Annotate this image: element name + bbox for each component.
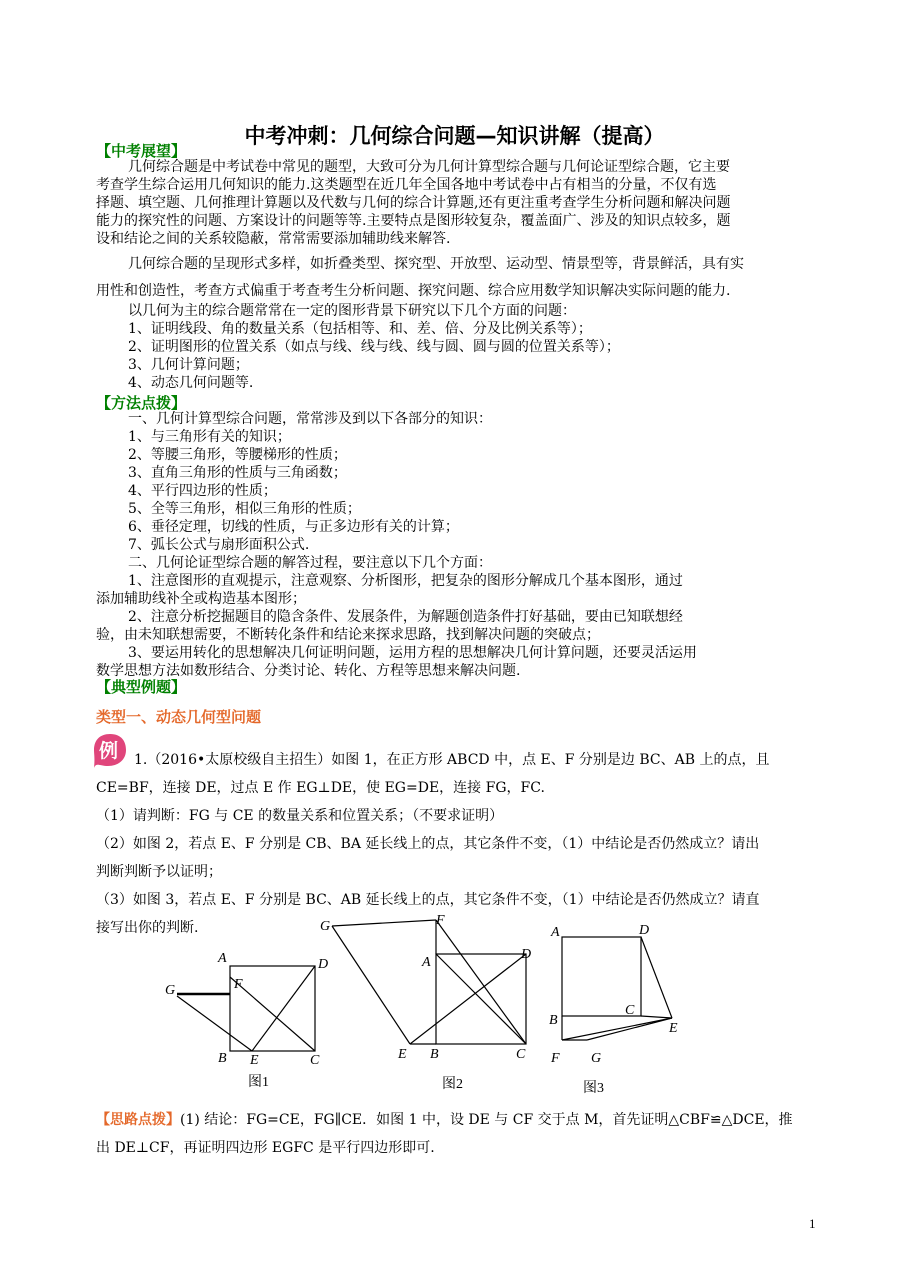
- fig3-label-c: C: [625, 1003, 635, 1018]
- method-item-1: 1、与三角形有关的知识；: [128, 429, 291, 445]
- fig1-caption: 图1: [248, 1075, 269, 1090]
- outlook-item-4: 4、动态几何问题等.: [128, 375, 254, 391]
- method-item-6: 6、垂径定理，切线的性质，与正多边形有关的计算；: [128, 519, 459, 535]
- fig1-label-d: D: [318, 957, 329, 972]
- outlook-para3: 以几何为主的综合题常常在一定的图形背景下研究以下几个方面的问题：: [128, 303, 576, 319]
- fig2-label-g: G: [320, 919, 331, 934]
- page-number: 1: [809, 1216, 816, 1231]
- hint-text-1: (1) 结论：FG=CE，FG∥CE．如图 1 中，设 DE 与 CF 交于点 M，首先证明△CBF≌△DCE，推: [180, 1112, 793, 1128]
- method-item-3: 3、直角三角形的性质与三角函数；: [128, 465, 347, 481]
- fig3-label-e: E: [669, 1021, 678, 1036]
- outlook-item-2: 2、证明图形的位置关系（如点与线、线与线、线与圆、圆与圆的位置关系等）；: [128, 339, 620, 355]
- fig3-caption: 图3: [583, 1081, 604, 1096]
- outlook-para1-line3: 择题、填空题、几何推理计算题以及代数与几何的综合计算题,还有更注重考查学生分析问题和解决问题: [96, 195, 731, 211]
- problem-line-6: （3）如图 3，若点 E、F 分别是 BC、AB 延长线上的点，其它条件不变，（1）中结论是否仍然成立？请直: [96, 892, 760, 908]
- outlook-para1-line5: 设和结论之间的关系较隐蔽，常常需要添加辅助线来解答.: [96, 231, 451, 247]
- method-line-6: 数学思想方法如数形结合、分类讨论、转化、方程等思想来解决问题.: [96, 663, 521, 679]
- fig2-label-e: E: [398, 1047, 407, 1062]
- fig2-label-c: C: [516, 1047, 526, 1062]
- fig3-label-f: F: [551, 1051, 560, 1066]
- fig2-label-d: D: [521, 947, 532, 962]
- method-item-2: 2、等腰三角形，等腰梯形的性质；: [128, 447, 347, 463]
- method-intro1: 一、几何计算型综合问题，常常涉及到以下各部分的知识：: [128, 411, 492, 427]
- fig2-caption: 图2: [442, 1077, 463, 1092]
- hint-line-1: [96, 1106, 793, 1134]
- method-line-3: 2、注意分析挖掘题目的隐含条件、发展条件，为解题创造条件打好基础，要由已知联想经: [128, 609, 683, 625]
- outlook-para1-line4: 能力的探究性的问题、方案设计的问题等等.主要特点是图形较复杂，覆盖面广、涉及的知识点较多，题: [96, 213, 731, 229]
- page-title: 中考冲刺：几何综合问题—知识讲解（提高）: [244, 124, 665, 148]
- problem-line-5: 判断判断予以证明；: [96, 864, 222, 880]
- problem-line-4: （2）如图 2，若点 E、F 分别是 CB、BA 延长线上的点，其它条件不变，（1）中结论是否仍然成立？请出: [96, 836, 760, 852]
- fig3-label-b: B: [549, 1013, 558, 1028]
- fig3-label-g: G: [591, 1051, 602, 1066]
- outlook-para1-line1: 几何综合题是中考试卷中常见的题型，大致可分为几何计算型综合题与几何论证型综合题，它主要: [128, 159, 730, 175]
- fig1-label-g: G: [165, 983, 176, 998]
- outlook-heading: 【中考展望】: [96, 142, 187, 160]
- hint-line-2: 出 DE⊥CF，再证明四边形 EGFC 是平行四边形即可.: [96, 1140, 435, 1156]
- method-item-7: 7、弧长公式与扇形面积公式.: [128, 537, 310, 553]
- method-item-4: 4、平行四边形的性质；: [128, 483, 277, 499]
- fig3-label-d: D: [639, 923, 650, 938]
- problem-line-2: CE=BF，连接 DE，过点 E 作 EG⊥DE，使 EG=DE，连接 FG，FC.: [96, 780, 545, 796]
- fig1-label-a: A: [218, 951, 227, 966]
- problem-line-3: （1）请判断：FG 与 CE 的数量关系和位置关系；（不要求证明）: [96, 808, 504, 824]
- method-intro2: 二、几何论证型综合题的解答过程，要注意以下几个方面：: [128, 555, 492, 571]
- fig2-label-f: F: [436, 913, 445, 928]
- fig1-label-c: C: [310, 1053, 320, 1068]
- method-line-1: 1、注意图形的直观提示，注意观察、分析图形，把复杂的图形分解成几个基本图形，通过: [128, 573, 683, 589]
- outlook-para1-line2: 考查学生综合运用几何知识的能力.这类题型在近几年全国各地中考试卷中占有相当的分量，不仅有选: [96, 177, 717, 193]
- fig1-square: [230, 966, 315, 1051]
- type1-heading: 类型一、动态几何型问题: [96, 708, 262, 726]
- example-badge-label: 例: [99, 740, 119, 762]
- fig3-label-a: A: [551, 925, 560, 940]
- fig2-label-b: B: [430, 1047, 439, 1062]
- outlook-para2-line1: 几何综合题的呈现形式多样，如折叠类型、探究型、开放型、运动型、情景型等，背景鲜活，具有实: [128, 256, 744, 272]
- fig1-label-e: E: [250, 1053, 259, 1068]
- outlook-item-3: 3、几何计算问题；: [128, 357, 249, 373]
- figure-3: [545, 920, 695, 1100]
- method-line-4: 验，由未知联想需要，不断转化条件和结论来探求思路，找到解决问题的突破点；: [96, 627, 600, 643]
- outlook-para2-line2: 用性和创造性，考查方式偏重于考查考生分析问题、探究问题、综合应用数学知识解决实际问题的能力.: [96, 283, 731, 299]
- method-heading: 【方法点拨】: [96, 394, 187, 412]
- method-line-5: 3、要运用转化的思想解决几何证明问题，运用方程的思想解决几何计算问题，还要灵活运用: [128, 645, 697, 661]
- example-badge: [92, 732, 128, 768]
- hint-label: 【思路点拨】: [96, 1112, 180, 1128]
- outlook-item-1: 1、证明线段、角的数量关系（包括相等、和、差、倍、分及比例关系等）；: [128, 321, 592, 337]
- figure-2: [312, 910, 542, 1100]
- fig1-label-b: B: [218, 1051, 227, 1066]
- fig1-label-f: F: [234, 977, 243, 992]
- method-line-2: 添加辅助线补全或构造基本图形；: [96, 591, 306, 607]
- examples-heading: 【典型例题】: [96, 678, 187, 696]
- fig2-label-a: A: [422, 955, 431, 970]
- problem-line-1: 1.（2016•太原校级自主招生）如图 1，在正方形 ABCD 中，点 E、F 分别是边 BC、AB 上的点，且: [134, 752, 770, 768]
- problem-line-7: 接写出你的判断.: [96, 920, 199, 936]
- method-item-5: 5、全等三角形，相似三角形的性质；: [128, 501, 361, 517]
